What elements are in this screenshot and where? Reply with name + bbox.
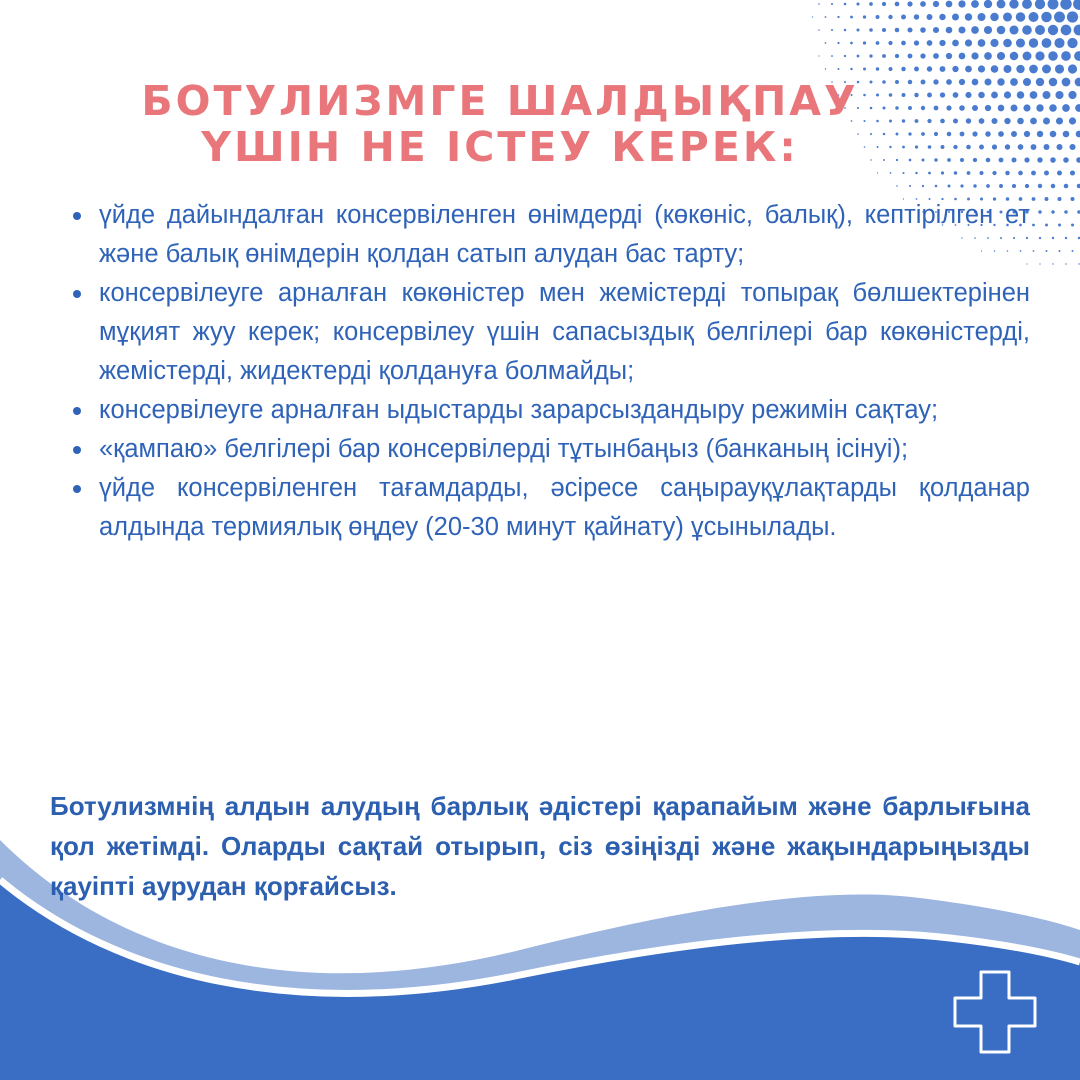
list-item: консервілеуге арналған көкөністер мен жемістерді топырақ бөлшектерінен мұқият жуу керек; консервілеу үшін сапасыздық белгілері бар көкөністерді, жемістерді, жидектерді қолдануға болмайды; (70, 274, 1030, 391)
list-item: консервілеуге арналған ыдыстарды зарарсыздандыру режимін сақтау; (70, 391, 1030, 430)
title-line-1: БОТУЛИЗМГЕ ШАЛДЫҚПАУ (141, 77, 859, 125)
list-item: үйде дайындалған консервіленген өнімдерді (көкөніс, балық), кептірілген ет және балық өнімдерін қолдан сатып алудан бас тарту; (70, 196, 1030, 274)
title-line-2: ҮШІН НЕ ІСТЕУ КЕРЕК: (201, 123, 799, 171)
list-item: үйде консервіленген тағамдарды, әсіресе саңырауқұлақтарды қолданар алдында термиялық өңдеу (20-30 минут қайнату) ұсынылады. (70, 469, 1030, 547)
medical-cross-icon (953, 970, 1037, 1054)
list-item: «қампаю» белгілері бар консервілерді тұтынбаңыз (банканың ісінуі); (70, 430, 1030, 469)
page-title (0, 78, 1000, 170)
advice-list (70, 196, 1030, 547)
closing-paragraph: Ботулизмнің алдын алудың барлық әдістері қарапайым және барлығына қол жетімді. Оларды сақтай отырып, сіз өзіңізді және жақындарыңызды қауіпті аурудан қорғайсыз. (50, 791, 1030, 901)
